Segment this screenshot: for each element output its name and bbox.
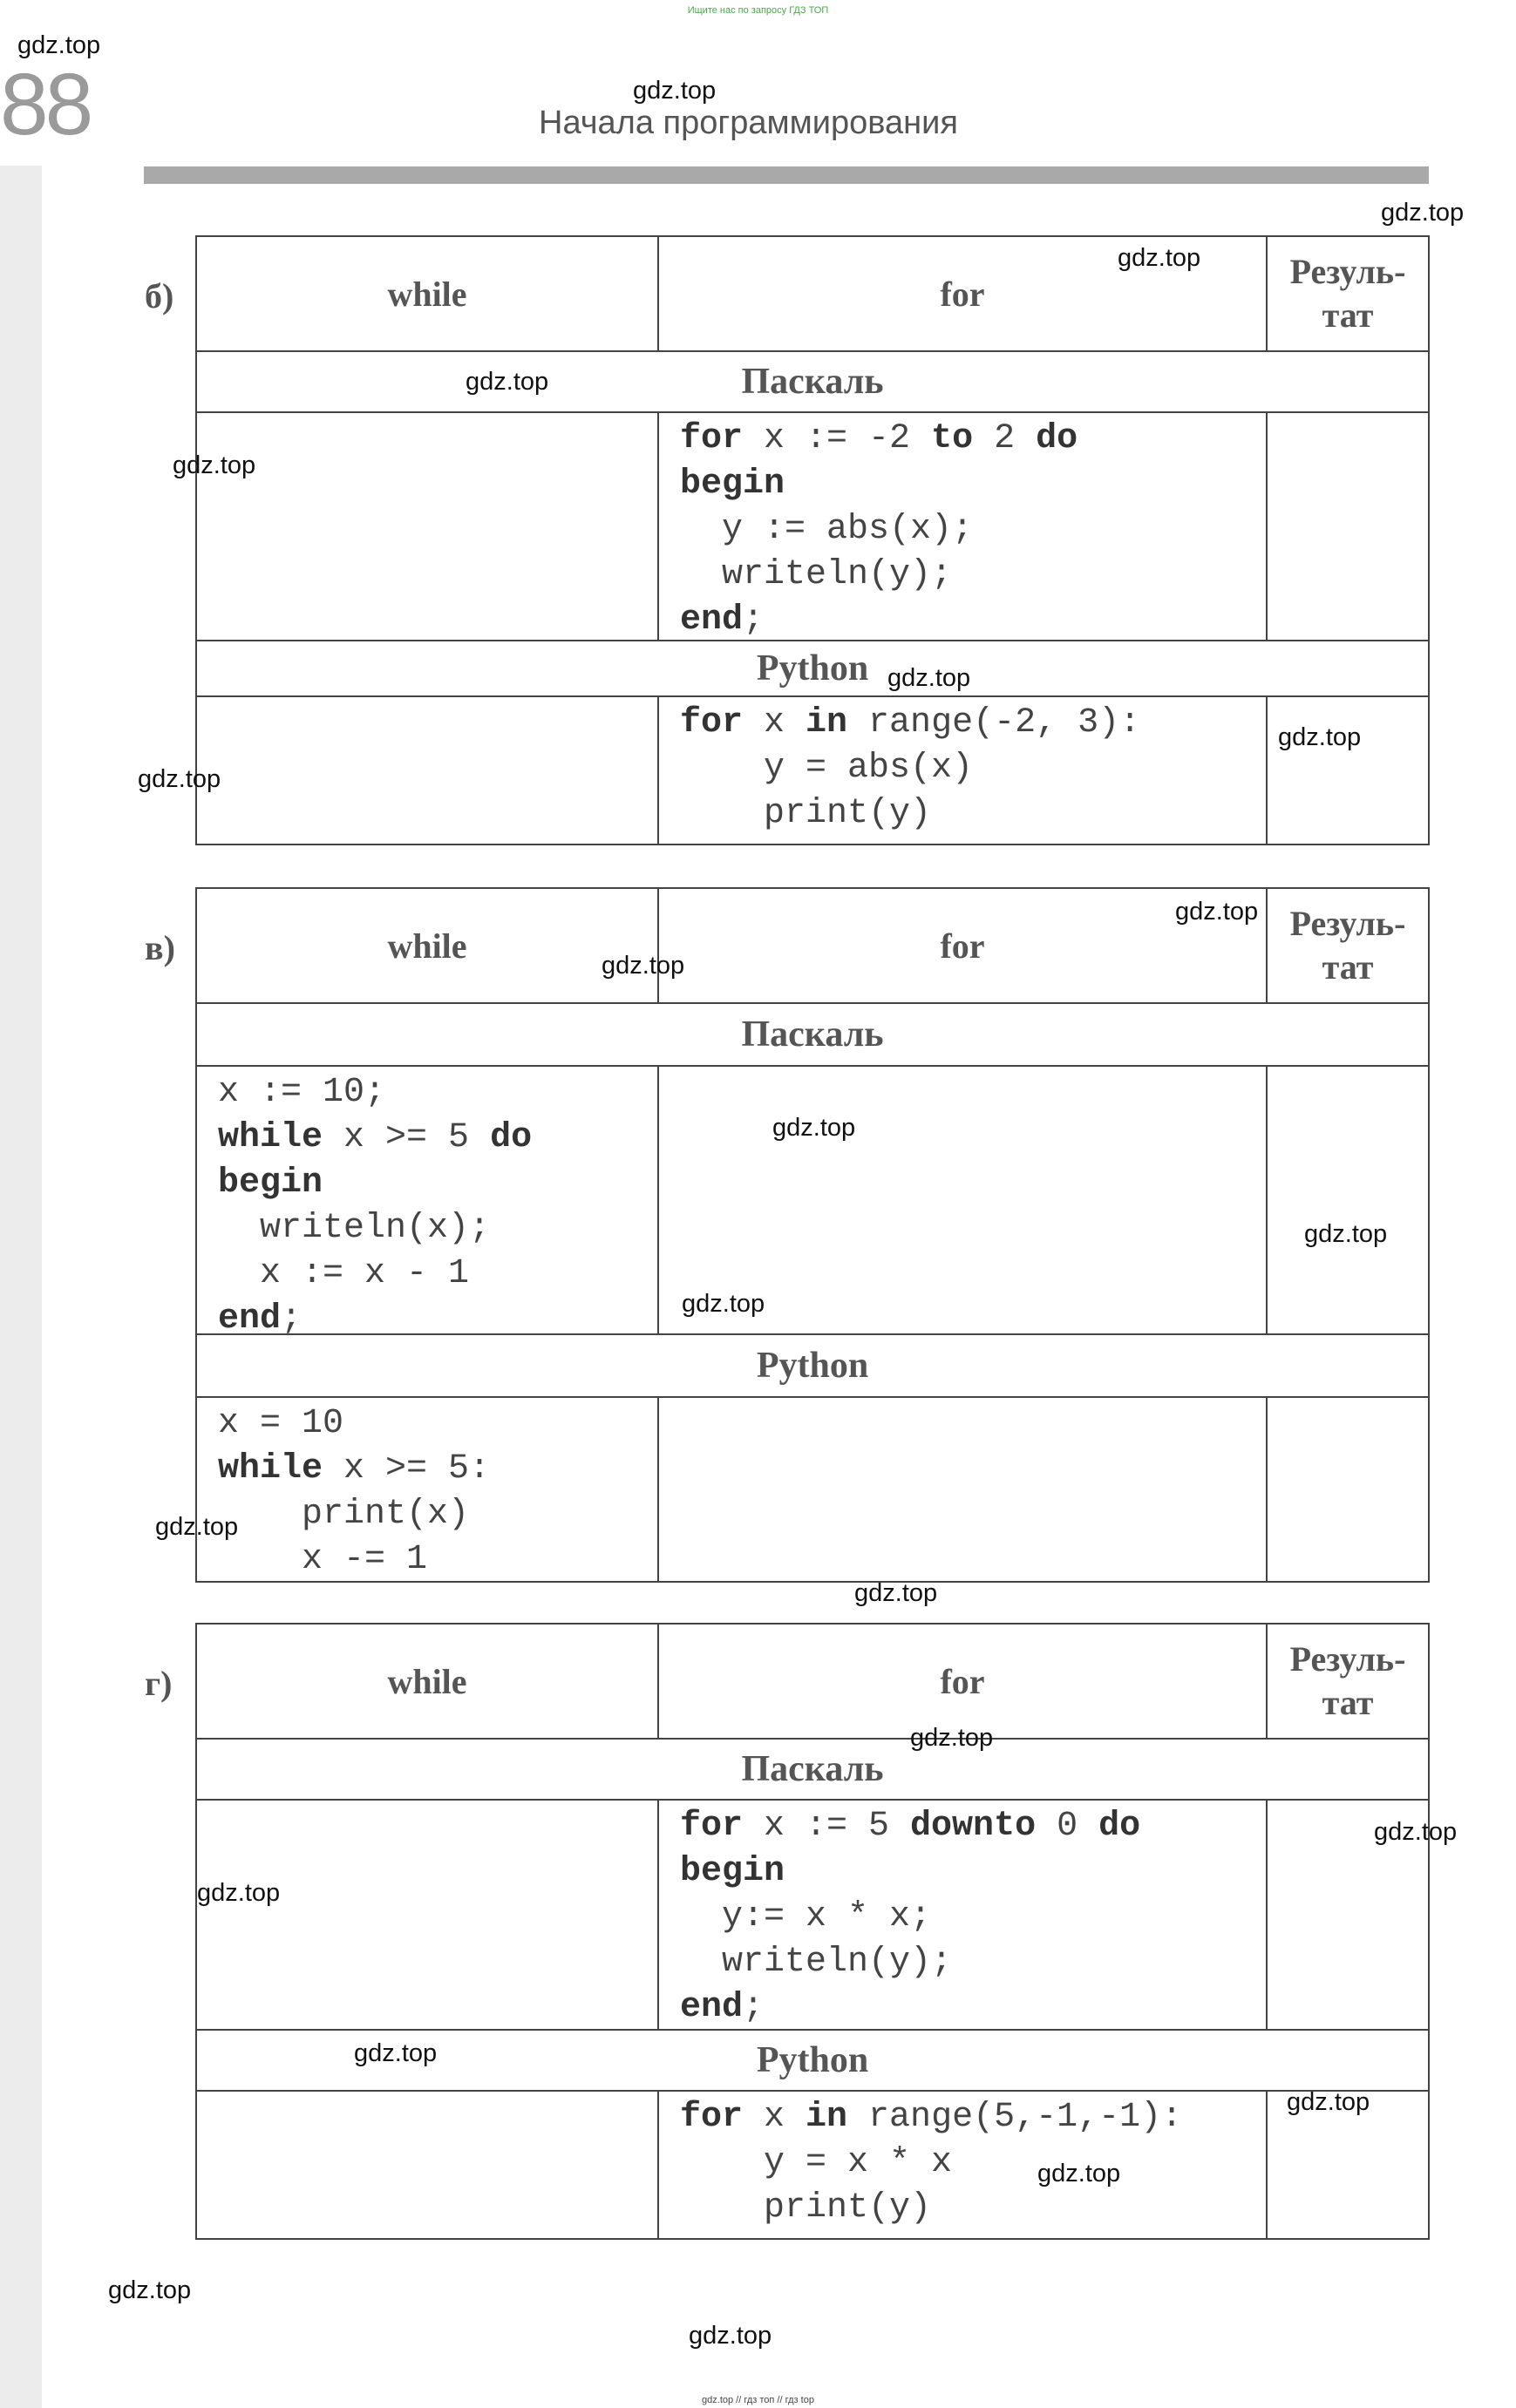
- python-while-cell: [197, 1398, 659, 1581]
- code-keyword: begin: [680, 1852, 785, 1891]
- code-text: print(y): [680, 2188, 932, 2228]
- code-keyword: in: [806, 703, 848, 743]
- code-keyword: while: [218, 1449, 323, 1489]
- python-for-cell: [659, 697, 1268, 844]
- code-text: y := abs(x);: [680, 510, 974, 549]
- code-text: x := 5: [743, 1807, 911, 1846]
- col-while-header: while: [197, 889, 659, 1002]
- python-lang-row: [197, 1335, 1428, 1398]
- code-line: [680, 1895, 1140, 1940]
- code-keyword: to: [931, 419, 974, 458]
- code-text: x = 10: [218, 1404, 344, 1443]
- watermark: gdz.top: [602, 952, 685, 980]
- bottom-note: gdz.top // гдз топ // гдз top: [702, 2395, 814, 2405]
- code-line: [680, 507, 1078, 553]
- col-result-header: Резуль- тат: [1289, 904, 1406, 987]
- watermark: gdz.top: [772, 1114, 856, 1142]
- code-block: [680, 1804, 1140, 2031]
- watermark: gdz.top: [682, 1290, 765, 1318]
- code-line: [680, 598, 1078, 643]
- top-note: Ищите нас по запросу ГДЗ ТОП: [687, 5, 829, 16]
- code-block: [218, 1070, 532, 1342]
- watermark: gdz.top: [354, 2039, 438, 2067]
- code-line: [218, 1251, 532, 1297]
- pascal-result-cell[interactable]: [1268, 413, 1428, 640]
- python-code-row: [197, 1398, 1428, 1581]
- code-text: x -= 1: [218, 1540, 428, 1579]
- code-line: [680, 746, 1140, 791]
- code-line: [218, 1161, 532, 1206]
- watermark: gdz.top: [17, 31, 101, 59]
- header-row: [197, 237, 1428, 352]
- watermark: gdz.top: [689, 2322, 772, 2350]
- code-line: [218, 1297, 532, 1342]
- code-line: [218, 1070, 532, 1116]
- code-keyword: begin: [680, 465, 785, 504]
- code-text: x: [743, 703, 806, 743]
- col-while-header: while: [197, 237, 659, 350]
- python-while-cell[interactable]: [197, 2092, 659, 2238]
- python-label: Python: [756, 1346, 869, 1386]
- watermark: gdz.top: [910, 1724, 994, 1752]
- code-line: [680, 791, 1140, 837]
- code-keyword: for: [680, 1807, 744, 1846]
- python-while-cell[interactable]: [197, 697, 659, 844]
- code-keyword: do: [1098, 1807, 1141, 1846]
- watermark: gdz.top: [1374, 1818, 1458, 1846]
- pascal-label: Паскаль: [741, 1749, 884, 1789]
- code-text: range(5,-1,-1):: [847, 2098, 1183, 2137]
- col-result-header: Резуль- тат: [1289, 1639, 1406, 1722]
- code-text: y:= x * x;: [680, 1897, 932, 1937]
- python-code-row: [197, 2092, 1428, 2238]
- watermark: gdz.top: [1304, 1220, 1388, 1248]
- watermark: gdz.top: [887, 664, 971, 692]
- code-line: [680, 2095, 1182, 2140]
- code-block: [680, 417, 1078, 643]
- code-keyword: end: [680, 1988, 744, 2027]
- col-result-header: Резуль- тат: [1289, 252, 1406, 335]
- code-line: [218, 1401, 490, 1447]
- pascal-label: Паскаль: [741, 1014, 884, 1055]
- pascal-label: Паскаль: [741, 362, 884, 402]
- code-text: print(y): [680, 794, 932, 833]
- code-line: [680, 553, 1078, 598]
- watermark: gdz.top: [197, 1879, 281, 1907]
- code-text: print(x): [218, 1495, 470, 1534]
- pascal-while-cell[interactable]: [197, 1801, 659, 2029]
- pascal-for-cell: [659, 1801, 1268, 2029]
- watermark: gdz.top: [1175, 898, 1259, 926]
- watermark: gdz.top: [1118, 244, 1201, 272]
- code-line: [680, 2186, 1182, 2231]
- code-keyword: end: [218, 1299, 282, 1339]
- exercise-label-b: б): [145, 276, 174, 315]
- col-for-header: for: [659, 889, 1268, 1002]
- code-line: [680, 701, 1140, 746]
- python-label: Python: [756, 2040, 869, 2080]
- pascal-lang-row: [197, 352, 1428, 413]
- python-for-cell: [659, 2092, 1268, 2238]
- code-keyword: downto: [910, 1807, 1037, 1846]
- code-line: [680, 1940, 1140, 1985]
- code-keyword: do: [490, 1118, 533, 1157]
- python-code-row: [197, 697, 1428, 844]
- code-keyword: while: [218, 1118, 323, 1157]
- code-text: x := 10;: [218, 1073, 386, 1112]
- python-lang-row: [197, 641, 1428, 697]
- code-text: x >= 5:: [323, 1449, 491, 1489]
- pascal-result-cell[interactable]: [1268, 1067, 1428, 1333]
- code-line: [218, 1206, 532, 1251]
- code-line: [218, 1537, 490, 1583]
- col-for-header: for: [659, 237, 1268, 350]
- watermark: gdz.top: [1278, 723, 1362, 751]
- code-keyword: for: [680, 703, 744, 743]
- watermark: gdz.top: [138, 765, 221, 793]
- code-text: writeln(y);: [680, 555, 953, 594]
- code-text: y = abs(x): [680, 749, 974, 788]
- header-rule: [144, 166, 1429, 184]
- code-text: 0: [1036, 1807, 1099, 1846]
- watermark: gdz.top: [173, 451, 256, 479]
- pascal-code-row: [197, 1801, 1428, 2031]
- col-for-header: for: [659, 1625, 1268, 1738]
- code-text: x: [743, 2098, 806, 2137]
- code-line: [680, 462, 1078, 507]
- table-b: [195, 235, 1430, 845]
- code-text: x >= 5: [323, 1118, 491, 1157]
- watermark: gdz.top: [633, 77, 717, 105]
- python-label: Python: [756, 648, 869, 688]
- pascal-code-row: [197, 413, 1428, 641]
- pascal-lang-row: [197, 1740, 1428, 1801]
- table-v: [195, 887, 1430, 1583]
- code-text: 2: [973, 419, 1037, 458]
- pascal-while-cell: [197, 1067, 659, 1339]
- code-keyword: for: [680, 2098, 744, 2137]
- code-line: [680, 1985, 1140, 2031]
- code-line: [680, 1849, 1140, 1895]
- code-text: x := -2: [743, 419, 932, 458]
- code-text: writeln(y);: [680, 1943, 953, 1982]
- header-row: [197, 1625, 1428, 1740]
- code-line: [218, 1116, 532, 1161]
- table-g: [195, 1623, 1430, 2240]
- watermark: gdz.top: [1381, 199, 1465, 227]
- code-keyword: for: [680, 419, 744, 458]
- python-for-cell[interactable]: [659, 1398, 1268, 1581]
- code-text: ;: [743, 1988, 765, 2027]
- page-number: 88: [0, 56, 91, 153]
- code-text: writeln(x);: [218, 1209, 491, 1248]
- chapter-title: Начала программирования: [539, 105, 958, 141]
- exercise-label-v: в): [145, 928, 175, 967]
- code-keyword: begin: [218, 1163, 323, 1203]
- python-result-cell[interactable]: [1268, 1398, 1428, 1581]
- python-result-cell[interactable]: [1268, 697, 1428, 844]
- code-text: ;: [743, 600, 765, 640]
- pascal-for-cell: [659, 413, 1268, 640]
- code-line: [680, 417, 1078, 462]
- watermark: gdz.top: [466, 368, 549, 396]
- code-keyword: in: [806, 2098, 848, 2137]
- watermark: gdz.top: [1037, 2160, 1121, 2188]
- watermark: gdz.top: [1287, 2088, 1370, 2116]
- code-keyword: end: [680, 600, 744, 640]
- pascal-while-cell[interactable]: [197, 413, 659, 640]
- code-line: [218, 1492, 490, 1537]
- code-text: y = x * x: [680, 2143, 953, 2182]
- exercise-label-g: г): [145, 1664, 173, 1703]
- code-text: x := x - 1: [218, 1254, 470, 1293]
- code-block: [680, 701, 1140, 837]
- code-text: range(-2, 3):: [847, 703, 1141, 743]
- code-line: [218, 1447, 490, 1492]
- col-while-header: while: [197, 1625, 659, 1738]
- code-line: [680, 1804, 1140, 1849]
- watermark: gdz.top: [155, 1513, 239, 1541]
- pascal-code-row: [197, 1067, 1428, 1339]
- code-block: [218, 1401, 490, 1583]
- pascal-lang-row: [197, 1004, 1428, 1067]
- code-keyword: do: [1036, 419, 1078, 458]
- code-text: ;: [281, 1299, 303, 1339]
- watermark: gdz.top: [108, 2276, 192, 2304]
- watermark: gdz.top: [854, 1579, 938, 1607]
- page-edge-shadow: [0, 166, 42, 2408]
